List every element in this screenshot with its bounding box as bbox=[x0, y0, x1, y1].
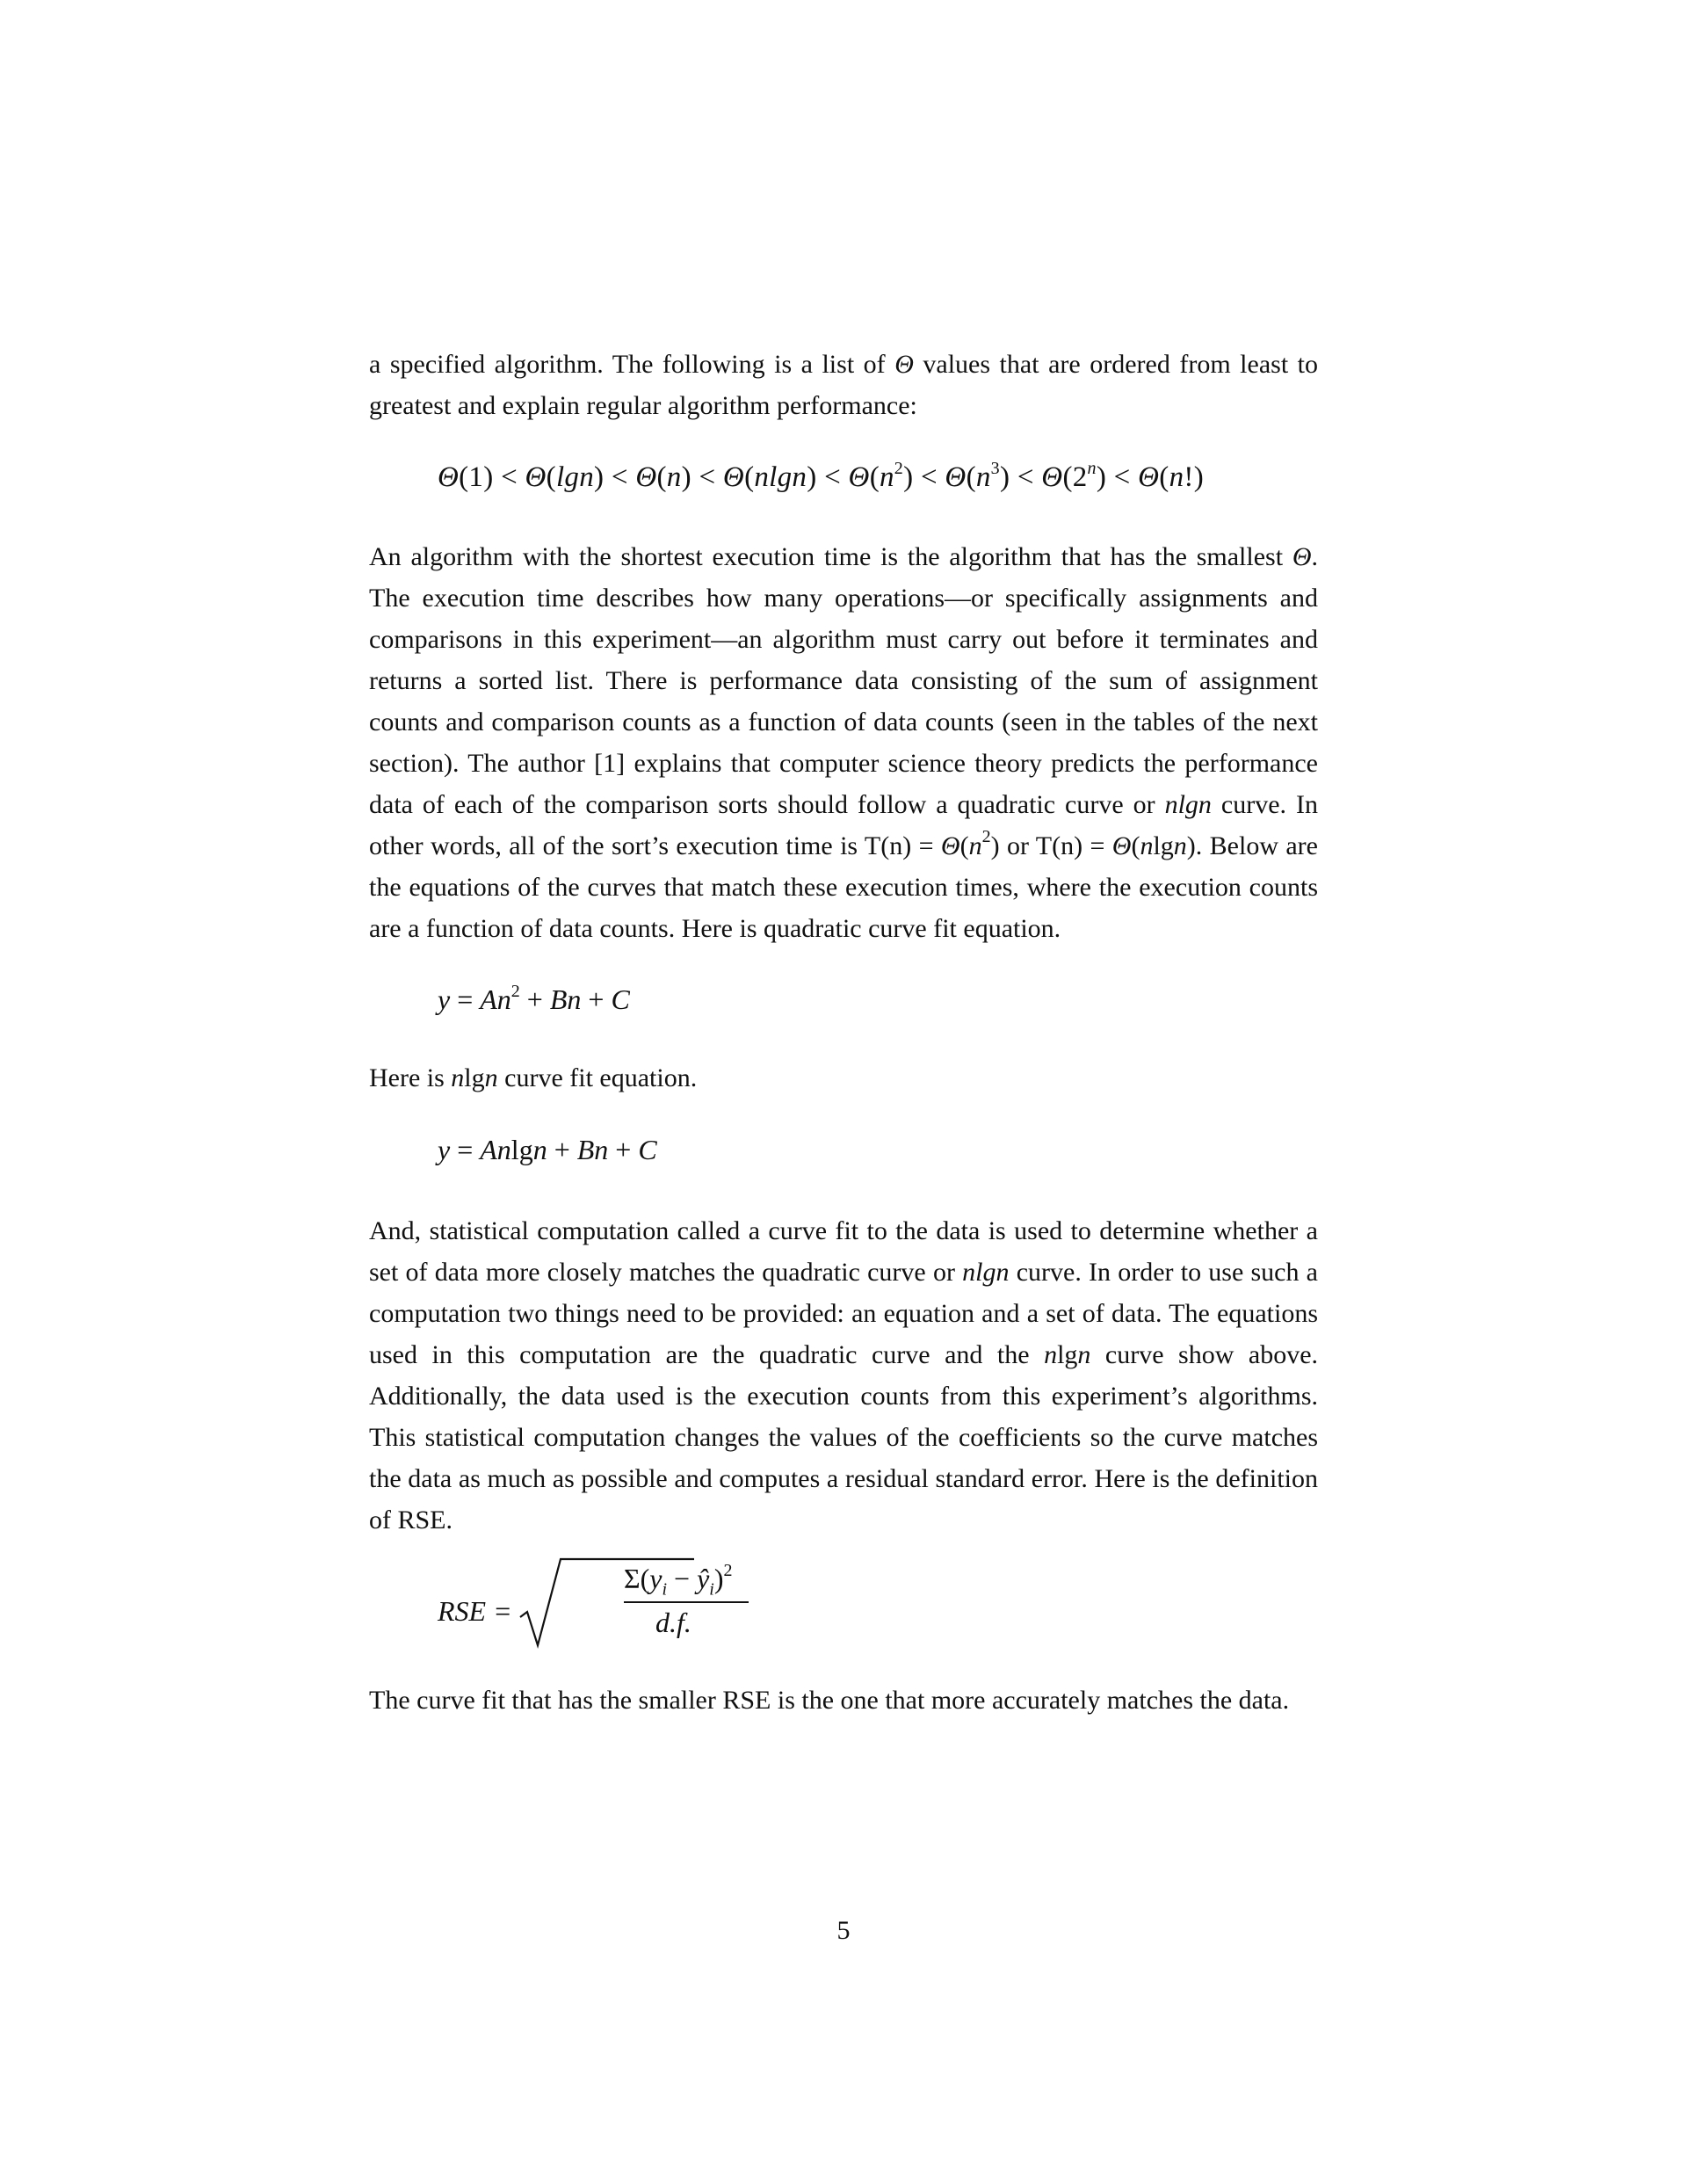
rse-numerator: $\Sigma(y_i$ − $ŷ_i)^2$ bbox=[624, 1561, 733, 1600]
rse-equation bbox=[438, 1556, 789, 1652]
curve-fit-paragraph: And, statistical computation called a curve fit to the data is used to determine whether a set of data more closely matches the quadratic curve or nlgn curve. In order to use such a computation two things need to be provided: an equation and a set of data. The equations used in this computation are the quadratic curve and the nlgn curve show above. Additionally, the data used is the execution counts from this experiment’s algorithms. This statistical computation changes the values of the coefficients so the curve matches the data as much as possible and computes a residual standard error. Here is the definition of RSE. bbox=[369, 1216, 1319, 1535]
intro-paragraph: a specified algorithm. The following is a list of Θ values that are ordered from least to greatest and explain regular algorithm performance: bbox=[369, 350, 1319, 420]
page-number: 5 bbox=[836, 1916, 851, 1945]
document-page bbox=[369, 0, 1318, 2184]
nlgn-intro-paragraph: Here is nlgn curve fit equation. bbox=[369, 1063, 698, 1092]
rse-label: RSE = bbox=[438, 1595, 512, 1627]
fraction-bar bbox=[624, 1601, 749, 1603]
quadratic-equation: $y = An^2 + Bn + C$ bbox=[438, 982, 630, 1015]
execution-time-paragraph: An algorithm with the shortest execution time is the algorithm that has the smallest Θ. The execution time describes how many operations—or specifically assignments and comparisons in this experiment—an algorithm must carry out before it terminates and returns a sorted list. There is performance data consisting of the sum of assignment counts and comparison counts as a function of data counts (seen in the tables of the next section). The author [1] explains that computer science theory predicts the performance data of each of the comparison sorts should follow a quadratic curve or nlgn curve. In other words, all of the sort’s execution time is $T(n) = \Theta(n^2)$ or T(n) = Θ(nlgn). Below are the equations of the curves that match these execution times, where the execution counts are a function of data counts. Here is quadratic curve fit equation. bbox=[369, 542, 1318, 943]
rse-denominator: d.f. bbox=[655, 1607, 691, 1638]
conclusion-paragraph: The curve fit that has the smaller RSE is the one that more accurately matches the data. bbox=[369, 1686, 1290, 1715]
theta-order-equation: $\Theta(1) < \Theta(\lg n) < \Theta(n) < \Theta(nlgn) < \Theta(n^2) < \Theta(n^3) < \Theta(2^n) < \Theta(n!)$ bbox=[438, 459, 1204, 493]
nlgn-equation: y = Anlgn + Bn + C bbox=[438, 1134, 657, 1165]
